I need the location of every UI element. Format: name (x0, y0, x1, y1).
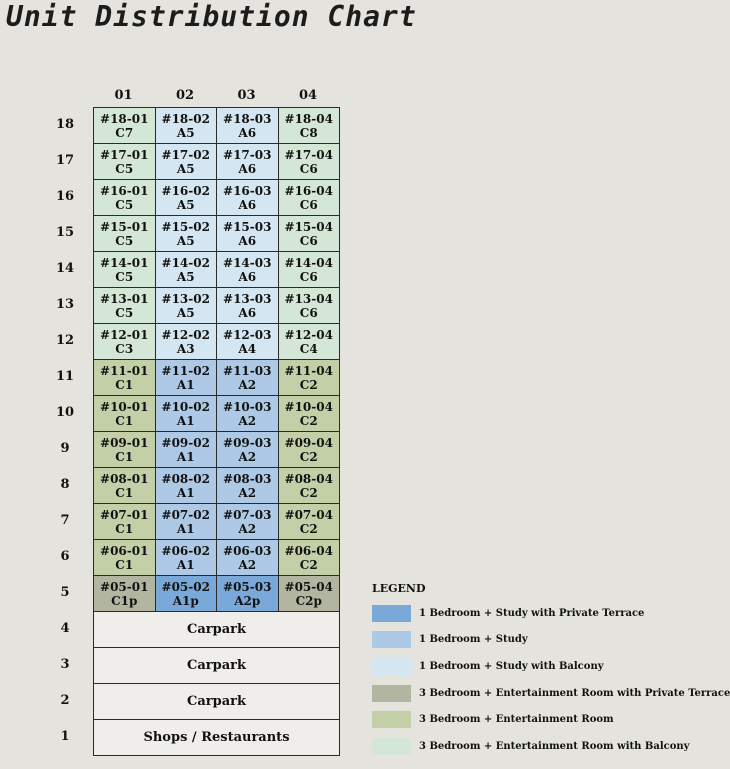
column-header-03: 03 (237, 88, 256, 103)
unit-cell (279, 180, 341, 216)
unit-number: #09-03 (223, 435, 272, 450)
unit-type: A1 (176, 449, 195, 464)
column-header-01: 01 (114, 88, 133, 103)
unit-cell (279, 396, 341, 432)
unit-number: #12-01 (100, 327, 149, 342)
floor-label-10: 10 (55, 405, 75, 420)
unit-cell (217, 396, 279, 432)
unit-number: #09-01 (100, 435, 149, 450)
legend-label: 3 Bedroom + Entertainment Room with Balcony (419, 740, 690, 752)
unit-cell (156, 180, 218, 216)
unit-type: A5 (176, 161, 195, 176)
unit-cell (217, 504, 279, 540)
unit-type: C1 (115, 557, 134, 572)
facility-cell: Carpark (94, 648, 340, 684)
legend-swatch (372, 711, 411, 728)
unit-cell (279, 504, 341, 540)
unit-number: #14-03 (223, 255, 272, 270)
floor-row-5 (94, 576, 340, 612)
unit-type: A5 (176, 305, 195, 320)
unit-number: #07-01 (100, 507, 149, 522)
unit-type: C8 (299, 125, 318, 140)
unit-number: #06-02 (161, 543, 210, 558)
unit-cell (279, 468, 341, 504)
unit-cell (279, 576, 341, 612)
unit-type: A6 (238, 197, 257, 212)
unit-number: #15-04 (284, 219, 333, 234)
unit-number: #18-01 (100, 111, 149, 126)
unit-number: #18-03 (223, 111, 272, 126)
unit-grid (93, 107, 340, 756)
floor-row-3 (94, 648, 340, 684)
unit-cell (279, 216, 341, 252)
unit-number: #05-01 (100, 579, 149, 594)
floor-label-9: 9 (60, 441, 70, 456)
unit-type: C6 (299, 161, 318, 176)
legend-label: 3 Bedroom + Entertainment Room (419, 714, 614, 726)
unit-number: #11-04 (284, 363, 333, 378)
legend-swatch (372, 658, 411, 675)
unit-cell (279, 108, 341, 144)
unit-cell (217, 252, 279, 288)
floor-row-6 (94, 540, 340, 576)
floor-label-8: 8 (60, 477, 70, 492)
unit-number: #12-02 (161, 327, 210, 342)
legend-label: 3 Bedroom + Entertainment Room with Private Terrace (419, 687, 730, 699)
legend-swatch (372, 738, 411, 755)
unit-number: #05-03 (223, 579, 272, 594)
unit-cell (156, 432, 218, 468)
floor-row-10 (94, 396, 340, 432)
unit-type: A5 (176, 233, 195, 248)
unit-type: C6 (299, 233, 318, 248)
unit-number: #13-02 (161, 291, 210, 306)
unit-cell (217, 216, 279, 252)
floor-label-2: 2 (60, 693, 70, 708)
unit-number: #16-01 (100, 183, 149, 198)
unit-type: A6 (238, 233, 257, 248)
floor-row-4 (94, 612, 340, 648)
floor-row-17 (94, 144, 340, 180)
unit-type: A5 (176, 269, 195, 284)
unit-cell (156, 468, 218, 504)
unit-type: C5 (115, 197, 134, 212)
unit-cell (279, 360, 341, 396)
unit-cell (156, 360, 218, 396)
unit-number: #07-02 (161, 507, 210, 522)
unit-number: #16-04 (284, 183, 333, 198)
unit-cell (94, 540, 156, 576)
legend-item (372, 653, 730, 680)
unit-number: #16-02 (161, 183, 210, 198)
floor-label-6: 6 (60, 549, 70, 564)
legend-swatch (372, 605, 411, 622)
legend-label: 1 Bedroom + Study (419, 634, 528, 646)
unit-number: #10-02 (161, 399, 210, 414)
unit-type: A6 (238, 269, 257, 284)
unit-type: C2 (299, 377, 318, 392)
floor-label-5: 5 (60, 585, 70, 600)
unit-number: #06-01 (100, 543, 149, 558)
unit-number: #10-01 (100, 399, 149, 414)
unit-cell (279, 432, 341, 468)
floor-label-16: 16 (55, 189, 75, 204)
unit-type: C2 (299, 521, 318, 536)
floor-row-16 (94, 180, 340, 216)
unit-cell (156, 252, 218, 288)
legend (372, 582, 730, 760)
unit-type: C4 (299, 341, 318, 356)
floor-label-14: 14 (55, 261, 75, 276)
unit-number: #11-01 (100, 363, 149, 378)
unit-type: C5 (115, 305, 134, 320)
unit-cell (279, 540, 341, 576)
unit-type: C5 (115, 269, 134, 284)
unit-type: A2 (238, 449, 257, 464)
floor-row-2 (94, 684, 340, 720)
unit-type: C3 (115, 341, 134, 356)
unit-cell (94, 108, 156, 144)
unit-cell (94, 360, 156, 396)
unit-number: #18-02 (161, 111, 210, 126)
unit-type: A2 (238, 521, 257, 536)
unit-cell (156, 396, 218, 432)
unit-type: C1 (115, 521, 134, 536)
unit-type: A2 (238, 413, 257, 428)
unit-cell (217, 144, 279, 180)
legend-swatch (372, 685, 411, 702)
floor-label-3: 3 (60, 657, 70, 672)
floor-row-12 (94, 324, 340, 360)
unit-cell (217, 324, 279, 360)
unit-type: C1 (115, 377, 134, 392)
legend-items (372, 600, 730, 760)
unit-type: A3 (176, 341, 195, 356)
unit-number: #11-02 (161, 363, 210, 378)
unit-type: A1 (176, 377, 195, 392)
unit-number: #15-02 (161, 219, 210, 234)
unit-type: A1 (176, 413, 195, 428)
unit-type: A1p (172, 593, 199, 608)
unit-number: #05-02 (161, 579, 210, 594)
unit-number: #08-04 (284, 471, 333, 486)
floor-label-15: 15 (55, 225, 75, 240)
unit-type: A1 (176, 557, 195, 572)
unit-cell (156, 324, 218, 360)
unit-type: C2 (299, 557, 318, 572)
floor-label-1: 1 (60, 729, 70, 744)
unit-type: A4 (238, 341, 257, 356)
unit-type: A6 (238, 125, 257, 140)
facility-cell: Shops / Restaurants (94, 720, 340, 756)
unit-number: #14-01 (100, 255, 149, 270)
column-header-02: 02 (175, 88, 195, 103)
unit-number: #17-01 (100, 147, 149, 162)
unit-number: #05-04 (284, 579, 333, 594)
unit-number: #10-03 (223, 399, 272, 414)
floor-row-1 (94, 720, 340, 756)
unit-type: C6 (299, 269, 318, 284)
unit-cell (94, 216, 156, 252)
unit-cell (217, 576, 279, 612)
unit-cell (217, 288, 279, 324)
unit-number: #08-01 (100, 471, 149, 486)
unit-number: #14-02 (161, 255, 210, 270)
legend-item (372, 706, 730, 733)
unit-type: A1 (176, 521, 195, 536)
legend-item (372, 680, 730, 707)
unit-type: C1p (111, 593, 138, 608)
unit-cell (94, 468, 156, 504)
unit-number: #11-03 (223, 363, 272, 378)
unit-number: #18-04 (284, 111, 333, 126)
facility-cell: Carpark (94, 612, 340, 648)
unit-cell (94, 396, 156, 432)
unit-type: C5 (115, 233, 134, 248)
unit-cell (217, 540, 279, 576)
unit-cell (279, 324, 341, 360)
floor-row-13 (94, 288, 340, 324)
unit-cell (156, 288, 218, 324)
column-header-04: 04 (298, 88, 318, 103)
unit-cell (94, 432, 156, 468)
unit-number: #08-02 (161, 471, 210, 486)
unit-cell (94, 180, 156, 216)
unit-type: C1 (115, 485, 134, 500)
page-title: Unit Distribution Chart (6, 0, 417, 33)
unit-number: #17-04 (284, 147, 333, 162)
legend-item (372, 627, 730, 654)
unit-cell (217, 468, 279, 504)
unit-type: A5 (176, 125, 195, 140)
unit-cell (94, 324, 156, 360)
unit-number: #15-03 (223, 219, 272, 234)
unit-type: C6 (299, 197, 318, 212)
unit-cell (156, 108, 218, 144)
floor-label-13: 13 (55, 297, 75, 312)
unit-cell (94, 252, 156, 288)
floor-row-8 (94, 468, 340, 504)
unit-cell (156, 576, 218, 612)
unit-number: #13-03 (223, 291, 272, 306)
unit-cell (156, 216, 218, 252)
floor-row-9 (94, 432, 340, 468)
floor-row-11 (94, 360, 340, 396)
floor-label-17: 17 (55, 153, 75, 168)
unit-number: #09-04 (284, 435, 333, 450)
floor-label-11: 11 (55, 369, 75, 384)
unit-type: A1 (176, 485, 195, 500)
legend-item (372, 733, 730, 760)
unit-type: A6 (238, 161, 257, 176)
unit-cell (94, 576, 156, 612)
unit-type: A6 (238, 305, 257, 320)
unit-cell (279, 144, 341, 180)
unit-number: #16-03 (223, 183, 272, 198)
unit-cell (94, 288, 156, 324)
unit-cell (156, 540, 218, 576)
facility-cell: Carpark (94, 684, 340, 720)
unit-cell (217, 432, 279, 468)
unit-number: #12-04 (284, 327, 333, 342)
unit-type: A2 (238, 485, 257, 500)
floor-row-15 (94, 216, 340, 252)
floor-label-7: 7 (60, 513, 70, 528)
unit-type: C1 (115, 413, 134, 428)
floor-label-12: 12 (55, 333, 75, 348)
unit-type: A2p (234, 593, 261, 608)
unit-number: #14-04 (284, 255, 333, 270)
legend-title: LEGEND (372, 582, 426, 595)
unit-type: C2 (299, 449, 318, 464)
unit-type: C2p (295, 593, 322, 608)
floor-row-14 (94, 252, 340, 288)
unit-cell (94, 144, 156, 180)
unit-cell (156, 504, 218, 540)
unit-number: #09-02 (161, 435, 210, 450)
unit-number: #08-03 (223, 471, 272, 486)
unit-number: #07-03 (223, 507, 272, 522)
unit-number: #12-03 (223, 327, 272, 342)
unit-number: #15-01 (100, 219, 149, 234)
unit-type: A2 (238, 557, 257, 572)
unit-number: #13-01 (100, 291, 149, 306)
unit-type: C6 (299, 305, 318, 320)
legend-swatch (372, 631, 411, 648)
legend-label: 1 Bedroom + Study with Balcony (419, 660, 604, 672)
unit-number: #06-03 (223, 543, 272, 558)
unit-type: A2 (238, 377, 257, 392)
unit-type: C2 (299, 485, 318, 500)
unit-number: #13-04 (284, 291, 333, 306)
floor-label-4: 4 (60, 621, 70, 636)
legend-label: 1 Bedroom + Study with Private Terrace (419, 607, 645, 619)
unit-number: #17-03 (223, 147, 272, 162)
unit-cell (279, 288, 341, 324)
floor-row-7 (94, 504, 340, 540)
floor-label-18: 18 (55, 117, 75, 132)
unit-cell (217, 180, 279, 216)
unit-cell (279, 252, 341, 288)
unit-number: #07-04 (284, 507, 333, 522)
unit-cell (94, 504, 156, 540)
unit-number: #10-04 (284, 399, 333, 414)
unit-type: C5 (115, 161, 134, 176)
unit-type: A5 (176, 197, 195, 212)
unit-cell (217, 360, 279, 396)
unit-type: C7 (115, 125, 134, 140)
legend-item (372, 600, 730, 627)
unit-number: #17-02 (161, 147, 210, 162)
unit-type: C1 (115, 449, 134, 464)
unit-number: #06-04 (284, 543, 333, 558)
unit-cell (156, 144, 218, 180)
floor-row-18 (94, 108, 340, 144)
unit-type: C2 (299, 413, 318, 428)
unit-cell (217, 108, 279, 144)
